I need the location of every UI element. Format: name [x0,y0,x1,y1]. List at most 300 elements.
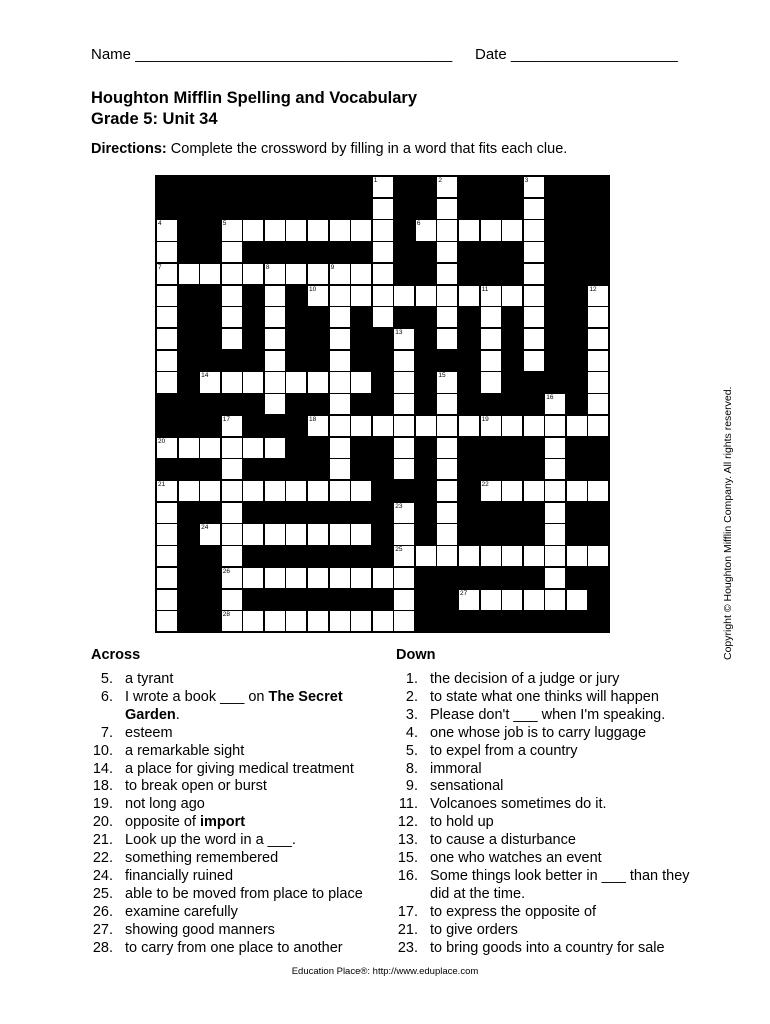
grid-cell[interactable] [178,263,200,285]
grid-cell[interactable] [264,610,286,632]
directions [91,141,567,157]
clue-text: to break open or burst [125,778,267,795]
grid-cell[interactable] [329,610,351,632]
grid-cell[interactable] [221,328,243,350]
grid-cell[interactable] [393,285,415,307]
grid-cell[interactable] [480,371,502,393]
grid-cell[interactable] [156,328,178,350]
clue-text: to state what one thinks will happen [430,688,659,705]
grid-cell[interactable] [436,458,458,480]
clue-number: 10. [92,742,113,759]
grid-cell[interactable] [156,523,178,545]
clue-number: 14. [92,760,113,777]
cell-number: 10 [309,285,317,293]
grid-cell[interactable] [436,393,458,415]
clue-item [91,940,391,958]
cell-number: 21 [158,481,166,488]
grid-cell[interactable] [285,219,307,241]
grid-cell[interactable] [523,415,545,437]
grid-cell[interactable] [587,285,609,307]
grid-cell[interactable] [501,415,523,437]
clue-number: 8. [405,760,418,777]
grid-cell[interactable] [285,523,307,545]
grid-cell[interactable] [544,393,566,415]
date-blank[interactable]: ____________________ [510,46,678,63]
grid-cell[interactable] [544,567,566,589]
grid-cell[interactable] [307,567,329,589]
grid-cell[interactable] [393,523,415,545]
clue-item [396,778,696,796]
grid-cell[interactable] [307,285,329,307]
clue-item [396,940,696,958]
grid-cell[interactable] [285,371,307,393]
date-field[interactable] [475,46,678,63]
grid-cell[interactable] [393,350,415,372]
cell-number: 12 [589,285,597,293]
grid-cell[interactable] [587,371,609,393]
grid-cell[interactable] [544,480,566,502]
grid-cell[interactable] [415,415,437,437]
directions-label: Directions: [91,141,167,157]
grid-cell[interactable] [329,415,351,437]
grid-cell[interactable] [242,480,264,502]
grid-cell[interactable] [156,306,178,328]
grid-cell[interactable] [156,219,178,241]
grid-cell[interactable] [285,480,307,502]
grid-cell[interactable] [221,567,243,589]
grid-cell[interactable] [544,437,566,459]
grid-cell[interactable] [523,328,545,350]
clue-text: opposite of import [125,814,246,831]
name-field[interactable] [91,46,452,63]
grid-cell[interactable] [264,285,286,307]
grid-cell[interactable] [156,263,178,285]
grid-cell[interactable] [566,589,588,611]
worksheet-subtitle: Grade 5: Unit 34 [91,110,218,128]
clue-number: 4. [405,724,418,741]
clue-number: 27. [92,921,113,938]
grid-cell[interactable] [156,545,178,567]
grid-cell[interactable] [501,285,523,307]
cell-number: 2 [438,177,443,184]
grid-cell[interactable] [221,371,243,393]
cell-number: 28 [222,611,230,619]
grid-cell[interactable] [264,371,286,393]
clue-item [91,671,391,689]
clue-number: 26. [92,903,113,920]
grid-cell[interactable] [458,219,480,241]
clue-text: a tyrant [125,671,174,687]
clue-number: 20. [92,814,113,831]
grid-cell[interactable] [264,219,286,241]
grid-cell[interactable] [156,437,178,459]
grid-cell[interactable] [436,176,458,198]
grid-cell[interactable] [458,545,480,567]
grid-cell[interactable] [350,610,372,632]
grid-cell[interactable] [480,350,502,372]
grid-cell[interactable] [587,393,609,415]
clue-number: 12. [397,814,418,831]
grid-cell[interactable] [329,285,351,307]
grid-cell[interactable] [480,306,502,328]
grid-cell[interactable] [156,589,178,611]
clue-item [91,761,391,779]
clue-text: to carry from one place to another [125,939,343,956]
grid-cell[interactable] [199,480,221,502]
grid-cell[interactable] [242,371,264,393]
clue-number: 16. [397,867,418,884]
down-heading: Down [396,647,436,663]
grid-cell[interactable] [221,458,243,480]
grid-cell[interactable] [393,610,415,632]
clue-text: showing good manners [125,921,275,938]
grid-cell[interactable] [350,567,372,589]
grid-cell[interactable] [480,589,502,611]
worksheet-title: Houghton Mifflin Spelling and Vocabulary [91,89,418,107]
grid-cell[interactable] [307,523,329,545]
grid-cell[interactable] [264,350,286,372]
grid-cell[interactable] [156,610,178,632]
clue-text: esteem [125,724,173,741]
grid-cell[interactable] [372,176,394,198]
grid-cell[interactable] [242,523,264,545]
across-heading: Across [91,647,141,663]
clue-item [91,868,391,886]
grid-cell[interactable] [264,480,286,502]
cell-number: 23 [395,502,403,510]
clue-text: immoral [430,760,482,777]
grid-cell[interactable] [372,306,394,328]
grid-cell[interactable] [587,350,609,372]
grid-cell[interactable] [393,371,415,393]
grid-cell[interactable] [329,458,351,480]
grid-cell[interactable] [329,437,351,459]
grid-cell[interactable] [544,415,566,437]
cell-number: 22 [481,481,489,488]
grid-cell[interactable] [350,415,372,437]
grid-cell[interactable] [480,328,502,350]
grid-cell[interactable] [544,523,566,545]
grid-cell[interactable] [307,219,329,241]
grid-cell[interactable] [566,545,588,567]
grid-cell[interactable] [501,219,523,241]
grid-cell[interactable] [242,219,264,241]
grid-cell[interactable] [178,437,200,459]
grid-cell[interactable] [372,198,394,220]
clue-item [91,922,391,940]
clue-text: examine carefully [125,903,238,920]
grid-cell[interactable] [156,502,178,524]
clue-item [396,922,696,940]
clue-text: able to be moved from place to place [125,885,363,902]
grid-cell[interactable] [372,567,394,589]
grid-cell[interactable] [544,502,566,524]
cell-number: 19 [481,415,489,423]
grid-cell[interactable] [242,567,264,589]
grid-cell[interactable] [523,350,545,372]
grid-cell[interactable] [221,241,243,263]
clue-item [91,725,391,743]
grid-cell[interactable] [285,610,307,632]
grid-cell[interactable] [393,502,415,524]
grid-cell[interactable] [544,589,566,611]
grid-cell[interactable] [221,523,243,545]
grid-cell[interactable] [221,437,243,459]
grid-cell[interactable] [587,328,609,350]
grid-cell[interactable] [436,480,458,502]
clue-item [91,814,391,832]
grid-cell[interactable] [199,371,221,393]
grid-cell[interactable] [458,415,480,437]
clue-item [91,778,391,796]
grid-cell[interactable] [156,480,178,502]
clue-item [91,886,391,904]
grid-cell[interactable] [436,263,458,285]
grid-cell[interactable] [436,285,458,307]
clue-number: 22. [92,850,113,867]
cell-number: 3 [524,177,529,184]
clue-number: 9. [405,778,418,795]
grid-cell[interactable] [221,263,243,285]
grid-cell[interactable] [480,480,502,502]
clue-number: 5. [100,671,113,687]
grid-cell[interactable] [307,415,329,437]
grid-cell[interactable] [436,241,458,263]
grid-cell[interactable] [523,589,545,611]
cell-number: 8 [265,263,270,271]
grid-cell[interactable] [221,610,243,632]
clue-item [91,689,391,725]
grid-cell[interactable] [264,393,286,415]
grid-cell[interactable] [350,523,372,545]
grid-cell[interactable] [480,285,502,307]
grid-cell[interactable] [329,306,351,328]
grid-cell[interactable] [436,437,458,459]
grid-cell[interactable] [436,219,458,241]
grid-cell[interactable] [480,545,502,567]
grid-cell[interactable] [436,523,458,545]
grid-cell[interactable] [307,610,329,632]
grid-cell[interactable] [199,263,221,285]
grid-cell[interactable] [587,480,609,502]
grid-cell[interactable] [350,285,372,307]
grid-cell[interactable] [350,263,372,285]
grid-cell[interactable] [221,480,243,502]
grid-cell[interactable] [523,285,545,307]
grid-cell[interactable] [393,415,415,437]
grid-cell[interactable] [372,219,394,241]
grid-cell[interactable] [523,176,545,198]
grid-cell[interactable] [264,437,286,459]
grid-cell[interactable] [156,567,178,589]
clue-number: 3. [405,706,418,723]
grid-cell[interactable] [329,480,351,502]
clue-number: 25. [92,885,113,902]
clue-number: 5. [405,742,418,759]
grid-cell[interactable] [329,263,351,285]
clue-item [91,904,391,922]
grid-cell[interactable] [587,415,609,437]
grid-cell[interactable] [415,219,437,241]
grid-cell[interactable] [221,589,243,611]
grid-cell[interactable] [523,219,545,241]
clue-text: a place for giving medical treatment [125,760,354,777]
grid-cell[interactable] [156,241,178,263]
grid-cell[interactable] [329,328,351,350]
grid-cell[interactable] [436,328,458,350]
grid-cell[interactable] [329,523,351,545]
clue-text: Some things look better in ___ than they did at the time. [430,867,690,902]
cell-number: 24 [201,524,209,532]
grid-cell[interactable] [221,415,243,437]
grid-cell[interactable] [285,263,307,285]
grid-cell[interactable] [372,285,394,307]
grid-cell[interactable] [178,480,200,502]
grid-cell[interactable] [221,306,243,328]
grid-cell[interactable] [566,480,588,502]
grid-cell[interactable] [221,219,243,241]
grid-cell[interactable] [307,480,329,502]
grid-cell[interactable] [329,393,351,415]
grid-cell[interactable] [350,219,372,241]
grid-cell[interactable] [436,198,458,220]
clue-number: 6. [100,688,113,705]
grid-cell[interactable] [436,502,458,524]
grid-cell[interactable] [199,437,221,459]
clue-item [91,832,391,850]
grid-cell[interactable] [329,567,351,589]
grid-cell[interactable] [329,350,351,372]
grid-cell[interactable] [264,328,286,350]
clue-text: the decision of a judge or jury [430,671,620,687]
clue-item [396,868,696,904]
clue-item [396,761,696,779]
clue-item [91,743,391,761]
grid-cell[interactable] [458,285,480,307]
grid-cell[interactable] [242,437,264,459]
grid-cell[interactable] [393,328,415,350]
clue-text: to give orders [430,921,518,938]
name-blank[interactable]: ______________________________________ [135,46,453,63]
clue-number: 7. [100,724,113,741]
grid-cell[interactable] [458,589,480,611]
clue-number: 15. [397,850,418,867]
grid-cell[interactable] [350,480,372,502]
cell-number: 26 [222,567,230,575]
cell-number: 7 [158,263,162,271]
grid-cell[interactable] [393,545,415,567]
crossword-grid [156,176,609,632]
down-clues [396,671,696,958]
grid-cell[interactable] [436,371,458,393]
grid-cell[interactable] [566,415,588,437]
grid-cell[interactable] [156,350,178,372]
clue-number: 28. [92,939,113,956]
grid-cell[interactable] [501,480,523,502]
grid-cell[interactable] [501,589,523,611]
clue-text: to cause a disturbance [430,832,576,849]
grid-cell[interactable] [393,567,415,589]
clue-number: 19. [92,796,113,813]
grid-cell[interactable] [480,219,502,241]
grid-cell[interactable] [242,263,264,285]
clue-number: 1. [405,671,418,687]
directions-text: Complete the crossword by filling in a word that fits each clue. [170,141,568,157]
grid-cell[interactable] [523,480,545,502]
grid-cell[interactable] [523,263,545,285]
clue-text: a remarkable sight [125,742,245,759]
grid-cell[interactable] [264,306,286,328]
clue-item [396,796,696,814]
grid-cell[interactable] [415,545,437,567]
grid-cell[interactable] [393,458,415,480]
grid-cell[interactable] [436,306,458,328]
grid-cell[interactable] [436,415,458,437]
grid-cell[interactable] [372,263,394,285]
clue-text: to hold up [430,814,494,831]
grid-cell[interactable] [264,567,286,589]
grid-cell[interactable] [480,415,502,437]
grid-cell[interactable] [199,523,221,545]
grid-cell[interactable] [350,371,372,393]
grid-cell[interactable] [329,219,351,241]
cell-number: 25 [395,546,403,554]
grid-cell[interactable] [393,589,415,611]
grid-cell[interactable] [523,545,545,567]
grid-cell[interactable] [329,371,351,393]
clue-text: Please don't ___ when I'm speaking. [430,706,666,723]
grid-cell[interactable] [587,545,609,567]
grid-cell[interactable] [587,306,609,328]
clue-item [396,707,696,725]
grid-cell[interactable] [372,610,394,632]
grid-cell[interactable] [264,263,286,285]
grid-cell[interactable] [544,458,566,480]
grid-cell[interactable] [372,415,394,437]
clue-text: to expel from a country [430,742,578,759]
clue-number: 18. [92,778,113,795]
cell-number: 17 [222,415,230,423]
grid-cell[interactable] [221,502,243,524]
grid-cell[interactable] [393,393,415,415]
grid-cell[interactable] [501,545,523,567]
grid-cell[interactable] [285,567,307,589]
grid-cell[interactable] [221,545,243,567]
clue-number: 17. [397,903,418,920]
grid-cell[interactable] [156,285,178,307]
cell-number: 9 [330,263,335,271]
grid-cell[interactable] [307,371,329,393]
grid-cell[interactable] [393,437,415,459]
grid-cell[interactable] [242,610,264,632]
grid-cell[interactable] [221,285,243,307]
clue-text: financially ruined [125,867,234,884]
grid-cell[interactable] [264,523,286,545]
clue-text: to express the opposite of [430,903,597,920]
grid-cell[interactable] [523,198,545,220]
grid-cell[interactable] [415,285,437,307]
grid-cell[interactable] [372,241,394,263]
grid-cell[interactable] [523,241,545,263]
grid-cell[interactable] [156,371,178,393]
cell-number: 11 [481,285,489,293]
clue-text: Look up the word in a ___. [125,832,296,849]
grid-cell[interactable] [436,545,458,567]
grid-cell[interactable] [307,263,329,285]
clue-item [396,832,696,850]
grid-cell[interactable] [523,306,545,328]
grid-cell[interactable] [544,545,566,567]
